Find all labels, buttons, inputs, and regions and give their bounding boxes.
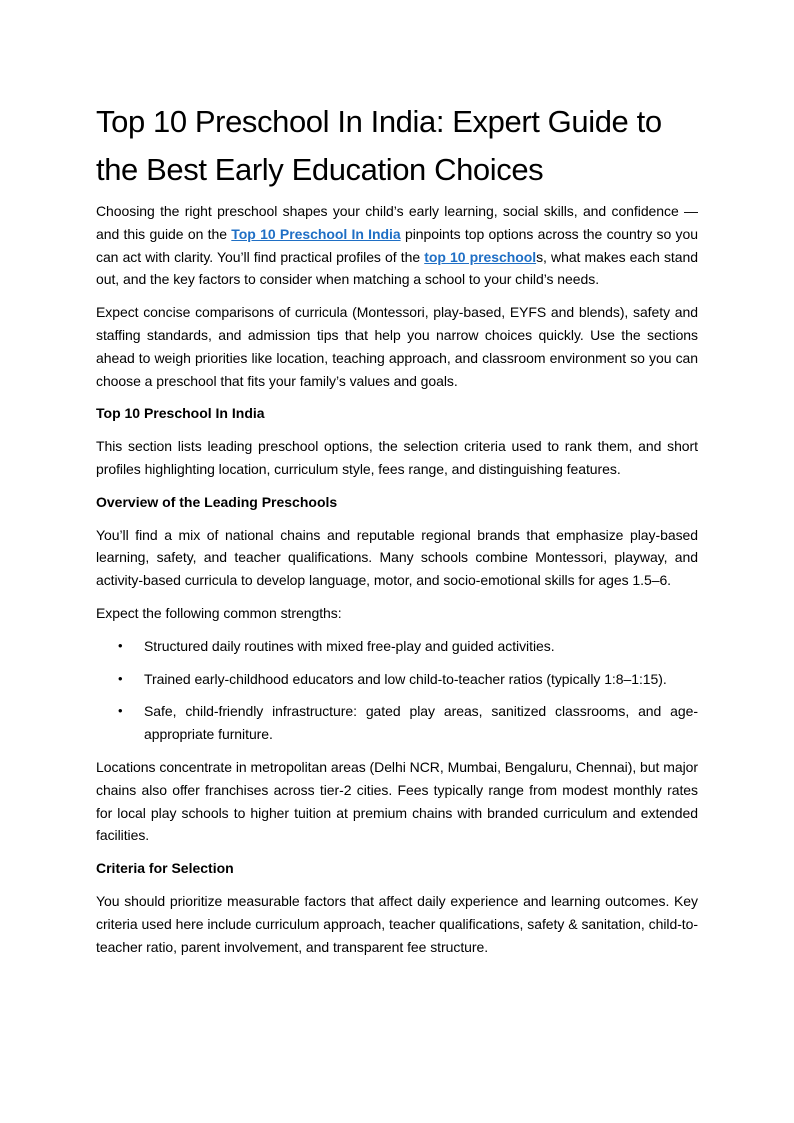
list-item-text: Safe, child-friendly infrastructure: gated play areas, sanitized classrooms, and age-appropriate furniture.	[144, 703, 698, 743]
section-heading-overview: Overview of the Leading Preschools	[96, 493, 338, 510]
intro-paragraph	[96, 200, 698, 291]
bullet-icon: •	[118, 670, 123, 686]
intro-text-3: s, what makes each stand out, and the key factors to consider when matching a school to your child’s needs.	[96, 248, 698, 288]
section-text-overview: You’ll find a mix of national chains and reputable regional brands that emphasize play-based learning, safety, and teacher qualifications. Many schools combine Montessori, playway, and activity-based curricula to develop language, motor, and socio-emotional skills for ages 1.5–6.	[96, 526, 698, 589]
top-10-preschool-link[interactable]: top 10 preschool	[424, 248, 537, 265]
section-heading-top-10: Top 10 Preschool In India	[96, 405, 265, 422]
bullet-icon: •	[118, 703, 123, 719]
list-item	[96, 668, 698, 691]
section-text-top-10: This section lists leading preschool options, the selection criteria used to rank them, and short profiles highlighting location, curriculum style, fees range, and distinguishing features.	[96, 438, 698, 477]
top-10-preschool-in-india-link[interactable]: Top 10 Preschool In India	[231, 225, 401, 242]
strengths-list	[96, 635, 698, 746]
section-heading-criteria: Criteria for Selection	[96, 860, 234, 877]
strengths-lead: Expect the following common strengths:	[96, 604, 342, 621]
locations-paragraph: Locations concentrate in metropolitan areas (Delhi NCR, Mumbai, Bengaluru, Chennai), but major chains also offer franchises across tier-2 cities. Fees typically range from modest monthly rates for local play schools to higher tuition at premium chains with branded curriculum and extended facilities.	[96, 758, 698, 844]
page-title: Top 10 Preschool In India: Expert Guide to the Best Early Education Choices	[96, 104, 662, 187]
list-item	[96, 635, 698, 658]
document-page	[96, 98, 698, 958]
bullet-icon: •	[118, 637, 123, 653]
section-text-criteria: You should prioritize measurable factors that affect daily experience and learning outcomes. Key criteria used here include curriculum approach, teacher qualifications, safety & sanitation, child-to-teacher ratio, parent involvement, and transparent fee structure.	[96, 892, 698, 955]
comparison-paragraph: Expect concise comparisons of curricula (Montessori, play-based, EYFS and blends), safety and staffing standards, and admission tips that help you narrow choices quickly. Use the sections ahead to weigh priorities like location, teaching approach, and classroom environment so you can choose a preschool that fits your family’s values and goals.	[96, 304, 698, 389]
intro-text-1: Choosing the right preschool shapes your child’s early learning, social skills, and confidence — and this guide on the	[96, 203, 698, 242]
list-item-text: Structured daily routines with mixed free-play and guided activities.	[144, 637, 555, 654]
intro-text-2: pinpoints top options across the country so you can act with clarity. You’ll find practical profiles of the	[96, 225, 698, 265]
list-item-text: Trained early-childhood educators and low child-to-teacher ratios (typically 1:8–1:15).	[144, 670, 667, 687]
list-item	[96, 700, 698, 746]
